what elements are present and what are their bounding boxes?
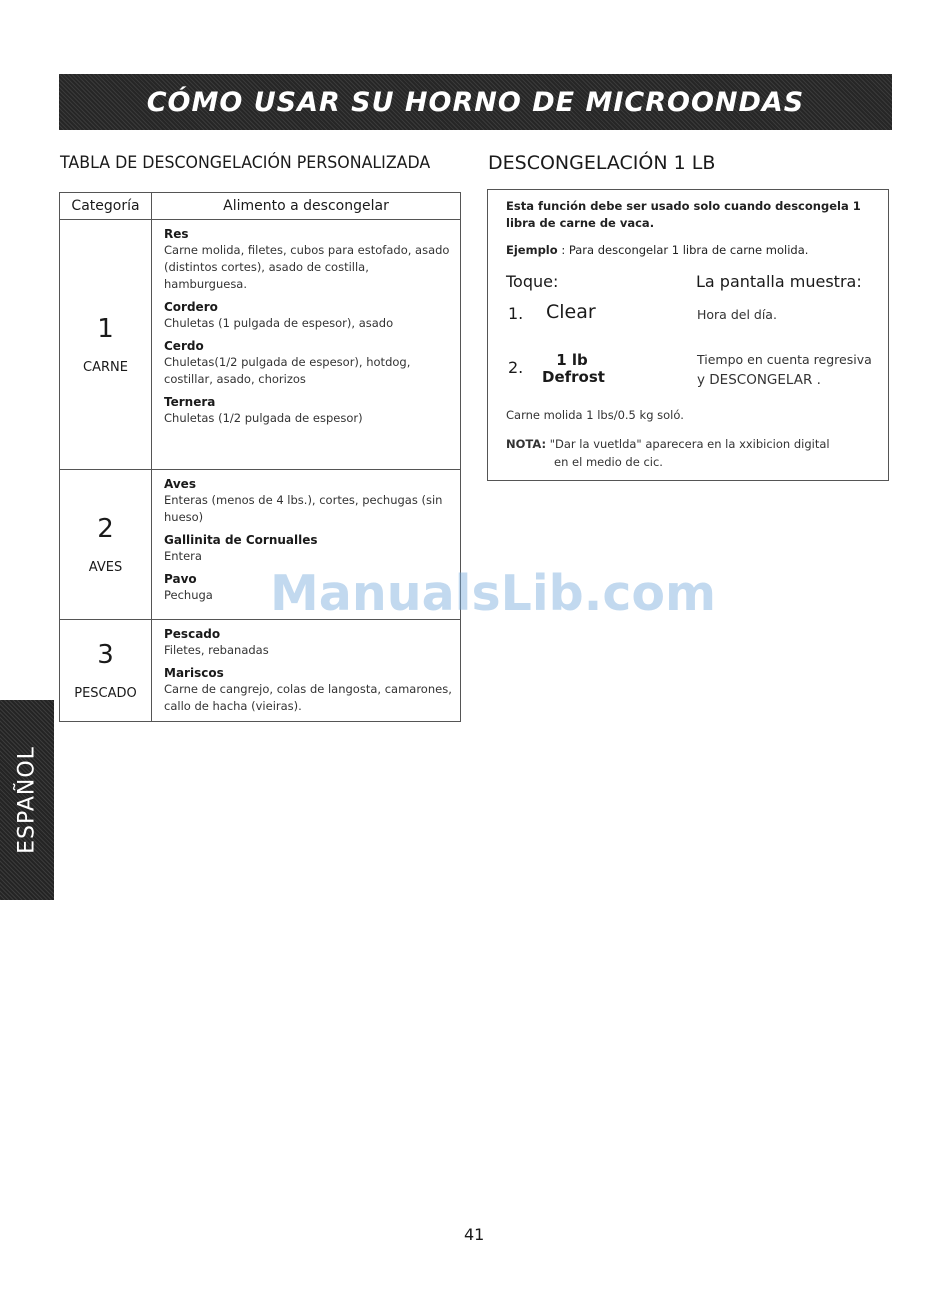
food-group: [164, 394, 452, 427]
food-group: [164, 626, 452, 659]
food-group: [164, 299, 452, 332]
food-description: Chuletas (1 pulgada de espesor), asado: [164, 316, 394, 330]
food-description: Entera: [164, 549, 202, 563]
step-1-display: Hora del día.: [697, 307, 777, 322]
display-line-2: y DESCONGELAR .: [697, 372, 821, 388]
nota-label: NOTA:: [506, 437, 547, 451]
banner-title: CÓMO USAR SU HORNO DE MICROONDAS: [146, 86, 805, 118]
food-description: Pechuga: [164, 588, 213, 602]
ground-meat-note: Carne molida 1 lbs/0.5 kg soló.: [506, 408, 684, 422]
food-description: Carne molida, filetes, cubos para estofado, asado (distintos cortes), asado de costilla, hamburguesa.: [164, 243, 450, 291]
food-name: Gallinita de Cornualles: [164, 533, 318, 547]
category-cell: [60, 620, 152, 722]
foods-cell: [152, 220, 461, 470]
table-row: [60, 620, 461, 722]
category-name: CARNE: [83, 360, 128, 375]
food-name: Pescado: [164, 627, 221, 641]
nota-line-2: en el medio de cic.: [554, 455, 663, 469]
food-group: [164, 532, 452, 565]
step-2-display: [697, 349, 872, 391]
food-name: Ternera: [164, 395, 216, 409]
thaw-table-title: TABLA DE DESCONGELACIÓN PERSONALIZADA: [60, 153, 431, 173]
food-group: [164, 665, 452, 715]
page-banner: [59, 74, 892, 130]
food-name: Aves: [164, 477, 196, 491]
language-label: ESPAÑOL: [14, 746, 40, 854]
food-group: [164, 476, 452, 526]
food-description: Filetes, rebanadas: [164, 643, 269, 657]
food-description: Chuletas (1/2 pulgada de espesor): [164, 411, 363, 425]
nota-line-1: "Dar la vuetlda" aparecera en la xxibicion digital: [549, 437, 830, 451]
clear-key-label: Clear: [546, 301, 596, 323]
one-lb-defrost-box: [487, 189, 889, 481]
food-name: Cordero: [164, 300, 218, 314]
language-side-tab: [0, 700, 54, 900]
food-name: Mariscos: [164, 666, 224, 680]
category-name: PESCADO: [74, 686, 137, 701]
touch-column-heading: Toque:: [506, 272, 559, 291]
food-description: Enteras (menos de 4 lbs.), cortes, pechugas (sin hueso): [164, 493, 443, 524]
food-group: [164, 338, 452, 388]
display-line-1: Tiempo en cuenta regresiva: [697, 352, 872, 367]
page-number: 41: [464, 1225, 485, 1244]
example-label: Ejemplo: [506, 243, 558, 257]
food-name: Cerdo: [164, 339, 204, 353]
category-cell: [60, 470, 152, 620]
column-header-category: Categoría: [60, 193, 152, 220]
category-name: AVES: [88, 560, 123, 575]
column-header-food: Alimento a descongelar: [152, 193, 461, 220]
food-description: Chuletas(1/2 pulgada de espesor), hotdog, costillar, asado, chorizos: [164, 355, 411, 386]
step-1-number: 1.: [508, 304, 524, 323]
defrost-intro-text: Esta función debe ser usado solo cuando descongela 1 libra de carne de vaca.: [506, 199, 861, 230]
food-description: Carne de cangrejo, colas de langosta, camarones, callo de hacha (vieiras).: [164, 682, 452, 713]
food-name: Pavo: [164, 572, 197, 586]
one-lb-defrost-key-label: [542, 351, 605, 386]
step-2-number: 2.: [508, 358, 524, 377]
category-number: 1: [97, 314, 114, 344]
table-row: [60, 220, 461, 470]
category-cell: [60, 220, 152, 470]
defrost-example: [506, 242, 808, 259]
table-header-row: [60, 193, 461, 220]
example-text: : Para descongelar 1 libra de carne molida.: [561, 243, 809, 257]
key-line-2: Defrost: [542, 368, 605, 386]
key-line-1: 1 lb: [556, 351, 588, 369]
one-lb-defrost-title: DESCONGELACIÓN 1 LB: [488, 152, 716, 174]
food-name: Res: [164, 227, 189, 241]
food-group: [164, 226, 452, 293]
category-number: 2: [97, 514, 114, 544]
custom-thaw-table: [59, 192, 461, 722]
display-column-heading: La pantalla muestra:: [696, 272, 862, 291]
category-number: 3: [97, 640, 114, 670]
foods-cell: [152, 620, 461, 722]
nota-note: [506, 435, 878, 471]
watermark: ManualsLib.com: [270, 565, 717, 622]
